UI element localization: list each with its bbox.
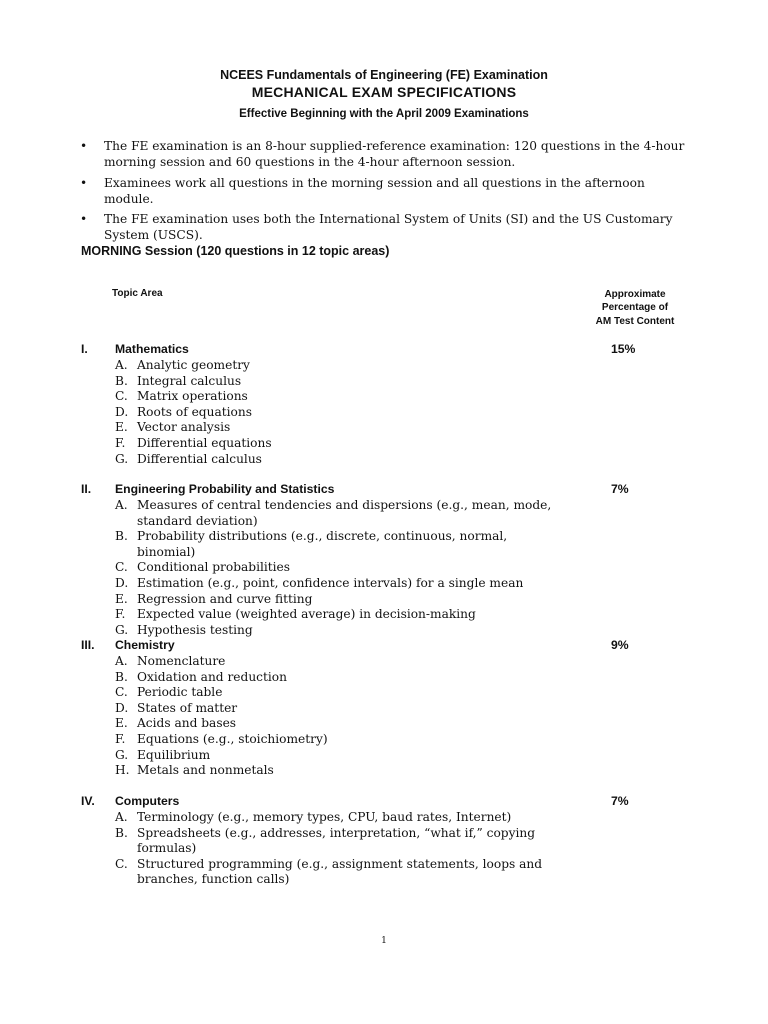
subtopic-letter: D. <box>115 404 129 419</box>
bullet-text: The FE examination uses both the International System of Units (SI) and the US Customary System (USCS). <box>104 212 673 242</box>
subtopic-letter: D. <box>115 700 129 715</box>
column-header-line: AM Test Content <box>595 315 675 327</box>
column-header-line: Percentage of <box>601 302 669 314</box>
topic-number: III. <box>81 638 95 652</box>
bullet-text: The FE examination is an 8-hour supplied-reference examination: 120 questions in the 4-hour morning session and 60 questions in the 4-hour afternoon session. <box>104 139 685 169</box>
subtopic-text: Analytic geometry <box>137 358 250 372</box>
subtopic-text: Vector analysis <box>137 420 231 435</box>
subtopic-item <box>81 716 567 732</box>
subtopic-text: Expected value (weighted average) in decision-making <box>137 607 476 622</box>
subtopic-text: Measures of central tendencies and dispersions (e.g., mean, mode, standard deviation) <box>137 498 552 528</box>
exam-title: NCEES Fundamentals of Engineering (FE) Examination <box>220 68 548 82</box>
subtopic-item <box>81 452 567 468</box>
subtopic-item <box>81 607 567 623</box>
session-heading: MORNING Session (120 questions in 12 topic areas) <box>81 244 390 258</box>
subtopic-text: Regression and curve fitting <box>137 591 313 606</box>
subtopic-letter: D. <box>115 575 129 590</box>
subtopic-list <box>81 654 681 779</box>
subtopic-item <box>81 685 567 701</box>
subtopic-letter: E. <box>115 591 128 606</box>
bullet-icon: • <box>80 139 88 153</box>
subtopic-item <box>81 748 567 764</box>
bullet-item <box>80 175 690 207</box>
topic-percentage: 15% <box>611 342 636 356</box>
subtopic-letter: G. <box>115 622 129 637</box>
subtopic-text: Nomenclature <box>137 654 226 668</box>
topic-number: I. <box>81 342 88 356</box>
bullet-icon: • <box>80 212 88 226</box>
page-number: 1 <box>381 936 387 946</box>
subtopic-letter: H. <box>115 763 130 778</box>
topic-heading <box>81 638 681 654</box>
specification-title: MECHANICAL EXAM SPECIFICATIONS <box>251 84 517 100</box>
subtopic-item <box>81 701 567 717</box>
topic-number: II. <box>81 482 92 496</box>
bullet-item <box>80 138 690 170</box>
subtopic-item <box>81 436 567 452</box>
subtopic-item <box>81 623 567 639</box>
subtopic-text: Integral calculus <box>137 373 242 388</box>
subtopic-list <box>81 810 681 888</box>
topic-percentage: 7% <box>611 482 629 496</box>
bullet-item <box>80 211 690 243</box>
subtopic-item <box>81 763 567 779</box>
subtopic-letter: G. <box>115 451 129 466</box>
subtopic-letter: C. <box>115 560 128 575</box>
column-header-percentage <box>560 288 710 328</box>
topic-percentage: 9% <box>611 638 629 652</box>
effective-date-subtitle: Effective Beginning with the April 2009 Examinations <box>239 108 529 120</box>
subtopic-item <box>81 374 567 390</box>
subtopic-text: Metals and nonmetals <box>137 763 274 778</box>
subtopic-text: Structured programming (e.g., assignment statements, loops and branches, function calls) <box>137 856 543 887</box>
subtopic-text: Roots of equations <box>137 404 252 419</box>
subtopic-text: Differential equations <box>137 435 272 450</box>
subtopic-item <box>81 654 567 670</box>
column-header-line: Approximate <box>604 289 666 300</box>
subtopic-item <box>81 810 567 826</box>
topic-name: Computers <box>115 794 180 808</box>
subtopic-item <box>81 732 567 748</box>
topic-heading <box>81 482 681 498</box>
topic-name: Chemistry <box>115 638 175 652</box>
subtopic-text: Conditional probabilities <box>137 560 291 575</box>
topic-section-mathematics <box>81 342 681 467</box>
subtopic-text: States of matter <box>137 700 238 715</box>
topic-heading <box>81 794 681 810</box>
subtopic-item <box>81 592 567 608</box>
topic-section-probability-statistics <box>81 482 681 638</box>
subtopic-text: Differential calculus <box>137 451 262 466</box>
subtopic-list <box>81 498 681 638</box>
subtopic-letter: A. <box>115 498 128 512</box>
topic-percentage: 7% <box>611 794 629 808</box>
bullet-icon: • <box>80 175 88 190</box>
topic-section-computers <box>81 794 681 888</box>
subtopic-item <box>81 498 567 529</box>
intro-bullet-list <box>80 138 690 248</box>
subtopic-letter: E. <box>115 420 128 435</box>
subtopic-letter: B. <box>115 825 128 840</box>
subtopic-letter: G. <box>115 747 129 762</box>
column-header-topic: Topic Area <box>112 288 163 299</box>
subtopic-letter: C. <box>115 389 128 404</box>
subtopic-item <box>81 576 567 592</box>
subtopic-item <box>81 420 567 436</box>
subtopic-text: Terminology (e.g., memory types, CPU, baud rates, Internet) <box>137 810 512 824</box>
subtopic-text: Oxidation and reduction <box>137 669 287 684</box>
bullet-text: Examinees work all questions in the morning session and all questions in the afternoon module. <box>104 175 645 206</box>
subtopic-letter: C. <box>115 856 128 871</box>
subtopic-letter: F. <box>115 435 126 450</box>
subtopic-letter: B. <box>115 529 128 544</box>
subtopic-item <box>81 826 567 857</box>
subtopic-text: Equations (e.g., stoichiometry) <box>137 731 328 746</box>
subtopic-letter: E. <box>115 716 128 731</box>
subtopic-item <box>81 389 567 405</box>
subtopic-letter: B. <box>115 669 128 684</box>
subtopic-text: Probability distributions (e.g., discrete, continuous, normal, binomial) <box>137 529 508 559</box>
subtopic-letter: A. <box>115 358 128 372</box>
subtopic-item <box>81 358 567 374</box>
topic-name: Mathematics <box>115 342 189 356</box>
subtopic-text: Hypothesis testing <box>137 622 253 637</box>
subtopic-list <box>81 358 681 467</box>
topic-section-chemistry <box>81 638 681 779</box>
subtopic-text: Periodic table <box>137 685 223 700</box>
subtopic-letter: C. <box>115 685 128 700</box>
subtopic-letter: A. <box>115 654 128 668</box>
subtopic-item <box>81 670 567 686</box>
subtopic-letter: F. <box>115 731 126 746</box>
topic-heading <box>81 342 681 358</box>
topic-name: Engineering Probability and Statistics <box>115 482 335 496</box>
subtopic-item <box>81 857 567 888</box>
subtopic-letter: F. <box>115 607 126 622</box>
subtopic-text: Spreadsheets (e.g., addresses, interpretation, “what if,” copying formulas) <box>137 825 536 856</box>
subtopic-text: Equilibrium <box>137 747 211 762</box>
subtopic-item <box>81 560 567 576</box>
topic-number: IV. <box>81 794 95 808</box>
subtopic-text: Acids and bases <box>137 716 237 731</box>
subtopic-letter: A. <box>115 810 128 824</box>
subtopic-item <box>81 529 567 560</box>
subtopic-text: Estimation (e.g., point, confidence intervals) for a single mean <box>137 575 524 590</box>
subtopic-item <box>81 405 567 421</box>
subtopic-letter: B. <box>115 373 128 388</box>
subtopic-text: Matrix operations <box>137 389 248 404</box>
